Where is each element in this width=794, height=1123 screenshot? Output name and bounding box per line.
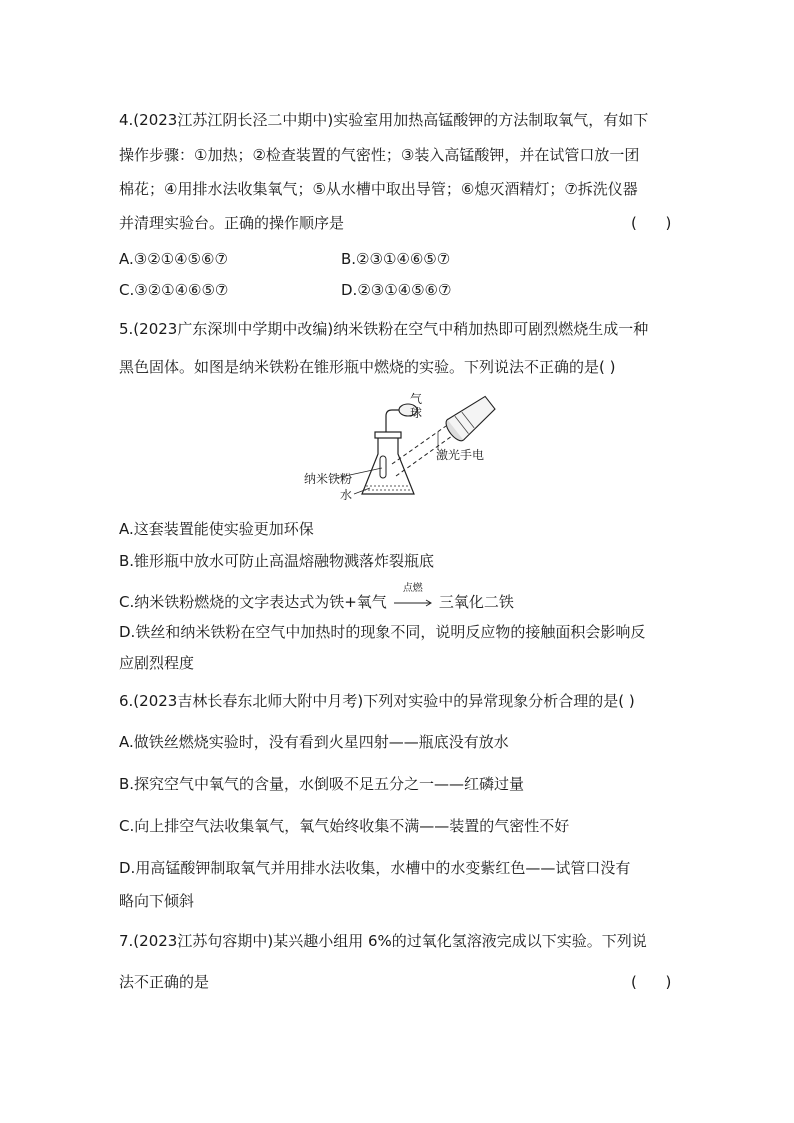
q5-stem-line-1: 5.(2023广东深圳中学期中改编)纳米铁粉在空气中稍加热即可剧烈燃烧生成一种 — [119, 320, 649, 338]
q4-answer-blank: ( ) — [631, 214, 672, 232]
flashlight-label: 激光手电 — [436, 448, 485, 462]
q5-stem-line-2: 黑色固体。如图是纳米铁粉在锥形瓶中燃烧的实验。下列说法不正确的是( ) — [119, 358, 616, 376]
water-label: 水 — [340, 488, 353, 502]
q5-option-c — [119, 582, 514, 613]
reaction-arrow — [393, 582, 433, 613]
balloon-label-1: 气 — [410, 392, 423, 406]
q6-option-a: A.做铁丝燃烧实验时，没有看到火星四射——瓶底没有放水 — [119, 733, 509, 751]
q4-stem-line-1: 4.(2023江苏江阴长泾二中期中)实验室用加热高锰酸钾的方法制取氧气，有如下 — [119, 111, 649, 129]
q6-option-d-line-1: D.用高锰酸钾制取氧气并用排水法收集，水槽中的水变紫红色——试管口没有 — [119, 859, 631, 877]
q4-option-c: C.③②①④⑥⑤⑦ — [119, 281, 229, 299]
q4-option-d: D.②③①④⑤⑥⑦ — [341, 281, 452, 299]
q4-option-a: A.③②①④⑤⑥⑦ — [119, 250, 228, 268]
reaction-condition: 点燃 — [402, 582, 423, 594]
q4-stem-line-4: 并清理实验台。正确的操作顺序是 — [119, 214, 345, 232]
q7-stem-line-2: 法不正确的是 — [119, 973, 210, 991]
reaction-arrow-icon — [393, 593, 433, 613]
q5-figure — [300, 392, 500, 504]
q5-option-c-text: C.纳米铁粉燃烧的文字表达式为铁+氧气 — [119, 593, 387, 611]
q7-stem-line-1: 7.(2023江苏句容期中)某兴趣小组用 6%的过氧化氢溶液完成以下实验。下列说 — [119, 932, 647, 950]
q5-option-d-line-2: 应剧烈程度 — [119, 654, 195, 672]
q6-option-d-line-2: 略向下倾斜 — [119, 892, 195, 910]
q4-stem-line-3: 棉花；④用排水法收集氧气；⑤从水槽中取出导管；⑥熄灭酒精灯；⑦拆洗仪器 — [119, 180, 638, 198]
q6-option-c: C.向上排空气法收集氧气，氧气始终收集不满——装置的气密性不好 — [119, 817, 570, 835]
q6-stem: 6.(2023吉林长春东北师大附中月考)下列对实验中的异常现象分析合理的是( ) — [119, 692, 635, 710]
q7-answer-blank: ( ) — [631, 973, 672, 991]
q5-option-d-line-1: D.铁丝和纳米铁粉在空气中加热时的现象不同，说明反应物的接触面积会影响反 — [119, 623, 646, 641]
q5-option-a: A.这套装置能使实验更加环保 — [119, 520, 314, 538]
q5-option-c-product: 三氧化二铁 — [438, 593, 514, 611]
q5-option-b: B.锥形瓶中放水可防止高温熔融物溅落炸裂瓶底 — [119, 552, 435, 570]
q6-option-b: B.探究空气中氧气的含量，水倒吸不足五分之一——红磷过量 — [119, 775, 525, 793]
q4-option-b: B.②③①④⑥⑤⑦ — [341, 250, 451, 268]
balloon-label-2: 球 — [410, 406, 423, 420]
q4-stem-line-2: 操作步骤：①加热；②检查装置的气密性；③装入高锰酸钾，并在试管口放一团 — [119, 146, 640, 164]
iron-powder-label: 纳米铁粉 — [304, 472, 353, 486]
